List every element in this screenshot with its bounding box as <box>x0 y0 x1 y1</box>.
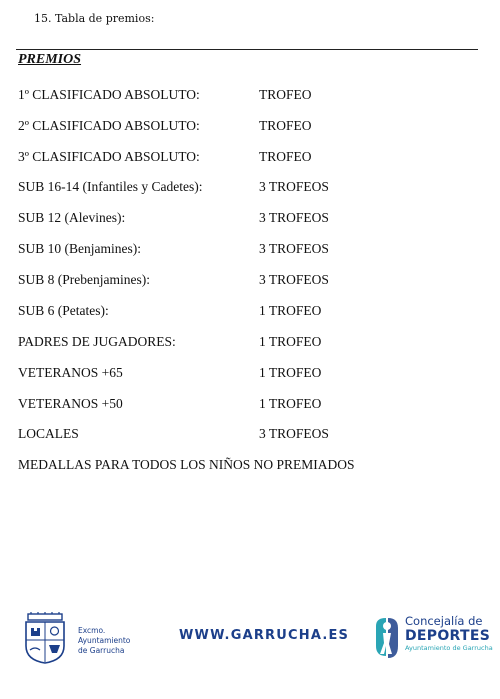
prize-value: 3 TROFEOS <box>259 272 329 287</box>
page-footer <box>0 604 500 674</box>
prize-category: 2º CLASIFICADO ABSOLUTO: <box>18 118 200 133</box>
sports-line: Ayuntamiento de Garrucha <box>405 644 493 652</box>
page-title: PREMIOS <box>18 52 82 67</box>
town-line: de Garrucha <box>78 646 125 655</box>
medals-note: MEDALLAS PARA TODOS LOS NIÑOS NO PREMIADOS <box>18 457 355 472</box>
sports-line: Concejalía de <box>405 614 483 628</box>
prize-value: 1 TROFEO <box>259 365 322 380</box>
prize-row <box>18 333 478 351</box>
prize-value: 3 TROFEOS <box>259 210 329 225</box>
prize-category: SUB 8 (Prebenjamines): <box>18 272 150 287</box>
divider-rule <box>16 49 478 50</box>
prize-value: 3 TROFEOS <box>259 179 329 194</box>
prize-category: SUB 10 (Benjamines): <box>18 241 141 256</box>
prize-value: 1 TROFEO <box>259 396 322 411</box>
prize-value: TROFEO <box>259 149 312 164</box>
coat-of-arms-icon <box>22 612 68 664</box>
prize-row <box>18 209 478 227</box>
prize-value: TROFEO <box>259 87 312 102</box>
sports-department-label <box>405 615 493 652</box>
sports-line: DEPORTES <box>405 628 491 644</box>
town-line: Ayuntamiento <box>78 636 131 645</box>
prize-value: 1 TROFEO <box>259 334 322 349</box>
website-url[interactable]: WWW.GARRUCHA.ES <box>179 628 350 643</box>
prize-row <box>18 117 478 135</box>
prize-row <box>18 240 478 258</box>
prize-category: SUB 12 (Alevines): <box>18 210 126 225</box>
prize-category: VETERANOS +65 <box>18 365 123 380</box>
section-heading: 15. Tabla de premios: <box>34 12 155 25</box>
prize-category: 1º CLASIFICADO ABSOLUTO: <box>18 87 200 102</box>
town-hall-label <box>78 626 130 656</box>
prize-row <box>18 86 478 104</box>
sports-figure-icon <box>372 616 402 662</box>
prize-value: TROFEO <box>259 118 312 133</box>
prize-value: 1 TROFEO <box>259 303 322 318</box>
prize-category: PADRES DE JUGADORES: <box>18 334 176 349</box>
town-line: Excmo. <box>78 626 106 635</box>
prize-category: 3º CLASIFICADO ABSOLUTO: <box>18 149 200 164</box>
prize-value: 3 TROFEOS <box>259 426 329 441</box>
prize-row <box>18 302 478 320</box>
prize-category: LOCALES <box>18 426 79 441</box>
prize-category: SUB 6 (Petates): <box>18 303 109 318</box>
prize-row <box>18 271 478 289</box>
prize-row <box>18 148 478 166</box>
prize-row <box>18 425 478 443</box>
prize-category: SUB 16-14 (Infantiles y Cadetes): <box>18 179 203 194</box>
prize-category: VETERANOS +50 <box>18 396 123 411</box>
prize-row <box>18 178 478 196</box>
prize-row <box>18 364 478 382</box>
prize-value: 3 TROFEOS <box>259 241 329 256</box>
prize-row <box>18 395 478 413</box>
